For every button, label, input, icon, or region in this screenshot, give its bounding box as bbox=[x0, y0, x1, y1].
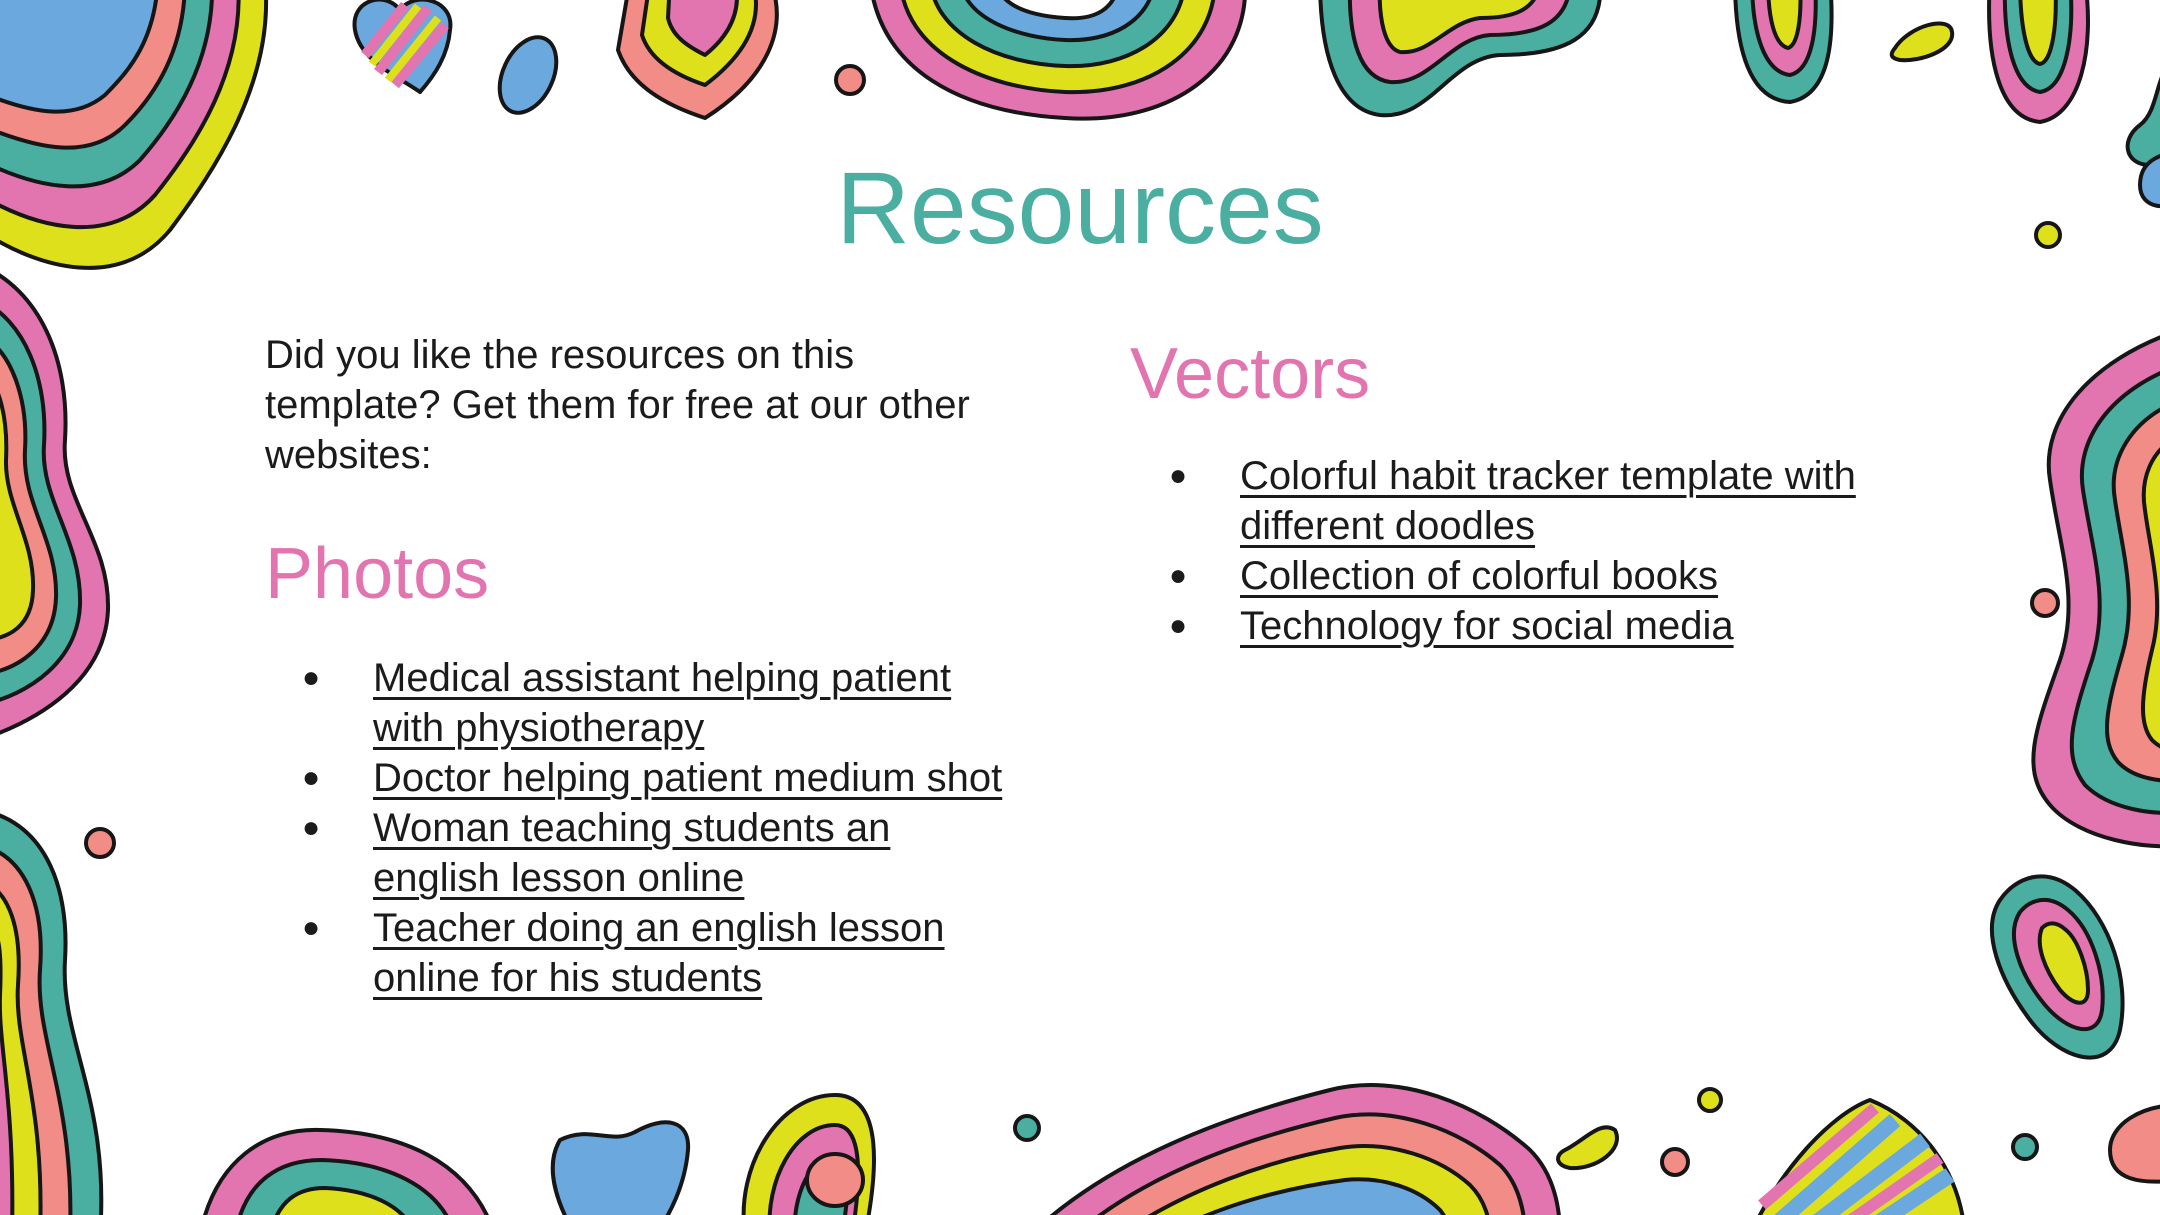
right-concentric-oval bbox=[1992, 876, 2123, 1057]
bottom-center-rainbow-blob bbox=[1030, 1085, 1560, 1215]
top-right-small-blob bbox=[1735, 0, 1832, 102]
striped-heart-shape bbox=[355, 0, 451, 92]
yellow-squiggle-bottom bbox=[1558, 1127, 1617, 1168]
photos-list bbox=[265, 653, 1025, 1003]
bottom-blue-blob bbox=[553, 1122, 688, 1215]
concentric-hexagon-blob bbox=[618, 0, 777, 118]
list-item bbox=[1132, 551, 1932, 601]
photos-heading: Photos bbox=[265, 534, 490, 614]
bottom-concentric-oval bbox=[744, 1095, 874, 1215]
salmon-dot bbox=[836, 66, 864, 94]
bottom-left-arch-blob bbox=[200, 1130, 495, 1215]
salmon-dot-right bbox=[2032, 590, 2058, 616]
yellow-squiggle bbox=[1892, 23, 1952, 60]
top-far-right-blob bbox=[1989, 0, 2088, 122]
vector-link[interactable]: Technology for social media bbox=[1240, 604, 1734, 648]
blue-drop bbox=[488, 28, 567, 122]
teal-dot bbox=[1015, 1116, 1039, 1140]
photo-link[interactable]: Medical assistant helping patient with physiotherapy bbox=[373, 656, 952, 750]
list-item bbox=[265, 803, 1025, 903]
salmon-dot-bottom bbox=[1662, 1149, 1688, 1175]
list-item bbox=[265, 753, 1025, 803]
top-center-rainbow-arch bbox=[870, 0, 1245, 119]
photo-link[interactable]: Doctor helping patient medium shot bbox=[373, 756, 1003, 800]
bottom-right-striped-leaf bbox=[1750, 1100, 1965, 1215]
intro-text: Did you like the resources on this template? Get them for free at our other websites: bbox=[265, 333, 970, 477]
vector-link[interactable]: Collection of colorful books bbox=[1240, 554, 1719, 598]
bottom-right-salmon-blob bbox=[2110, 1105, 2160, 1182]
vectors-heading: Vectors bbox=[1130, 334, 1371, 414]
bottom-left-rainbow-blob bbox=[0, 810, 101, 1215]
right-side-rainbow-blob bbox=[2033, 330, 2160, 846]
left-side-rainbow-blob bbox=[0, 265, 108, 740]
vector-link[interactable]: Colorful habit tracker template with different doodles bbox=[1240, 454, 1856, 548]
list-item bbox=[1132, 451, 1932, 551]
photo-link[interactable]: Teacher doing an english lesson online for his students bbox=[373, 906, 945, 1000]
top-right-teal-blob bbox=[1320, 0, 1600, 115]
list-item bbox=[1132, 601, 1932, 651]
vectors-list bbox=[1132, 451, 1932, 651]
list-item bbox=[265, 653, 1025, 753]
salmon-dot-left bbox=[86, 829, 114, 857]
list-item bbox=[265, 903, 1025, 1003]
teal-dot-bottom bbox=[2013, 1135, 2037, 1159]
photo-link[interactable]: Woman teaching students an english lesson online bbox=[373, 806, 891, 900]
page-title: Resources bbox=[836, 151, 1324, 265]
yellow-dot-bottom bbox=[1699, 1089, 1721, 1111]
